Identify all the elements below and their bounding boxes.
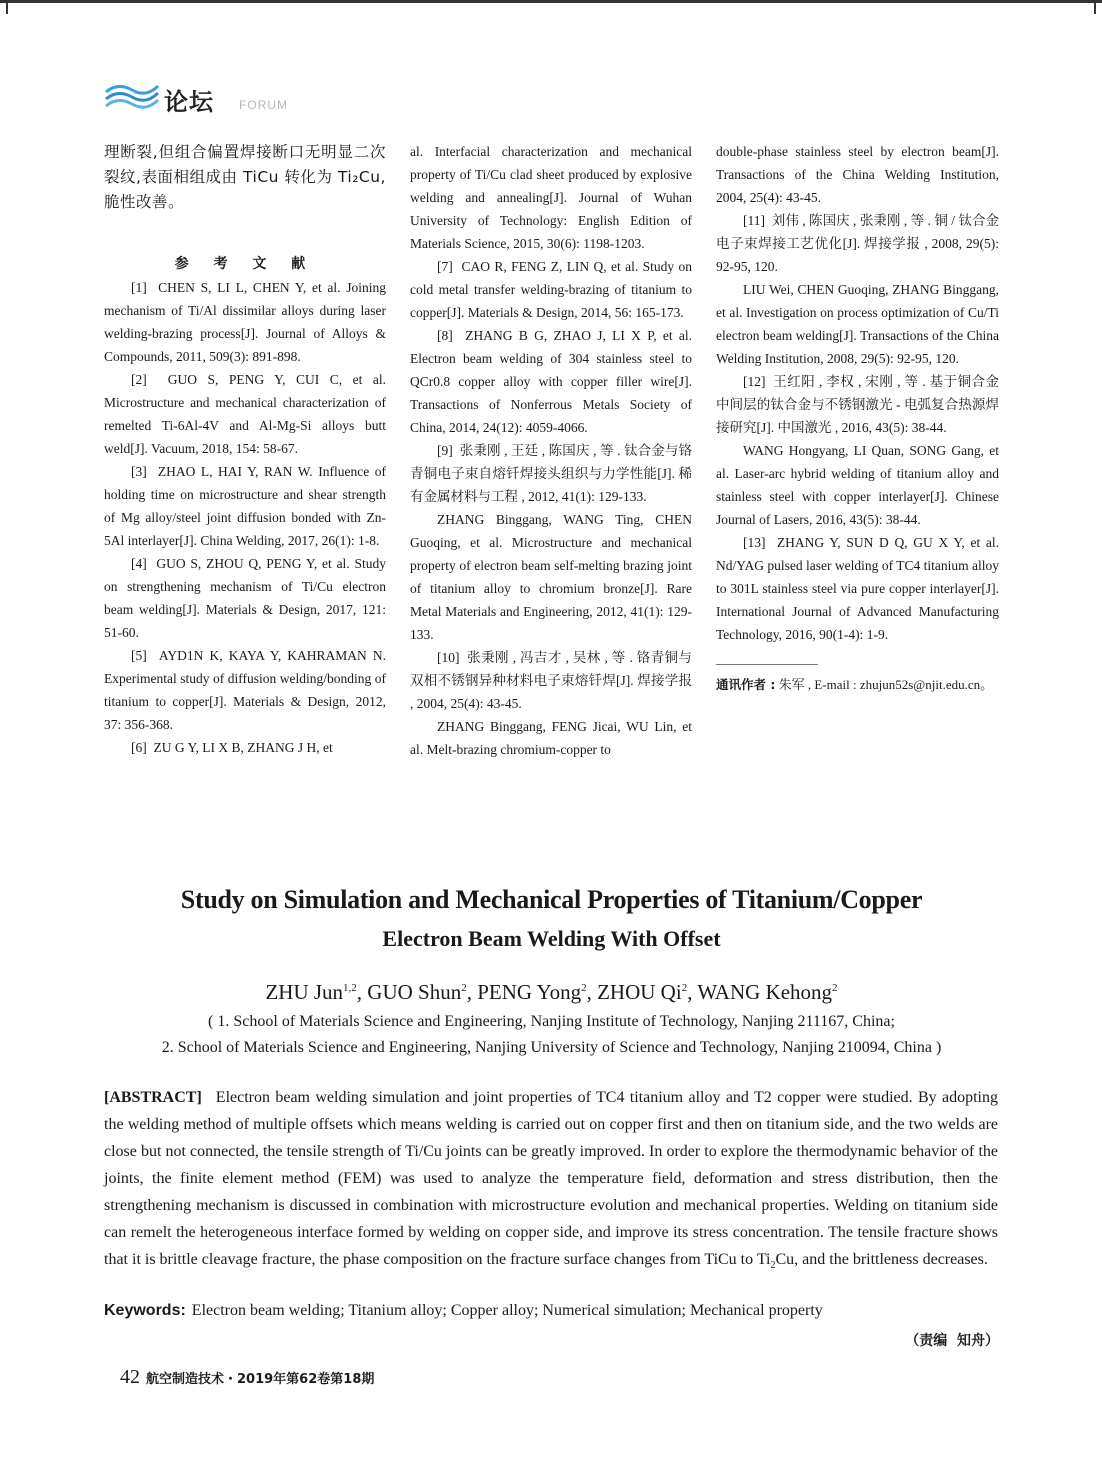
reference-item: [5] AYD1N K, KAYA Y, KAHRAMAN N. Experimental study of diffusion welding/bonding of titanium to copper[J]. Materials & Design, 2012, 37: 356-368. (104, 648, 386, 732)
reference-item: [12] 王红阳 , 李权 , 宋刚 , 等 . 基于铜合金中间层的钛合金与不锈钢激光 - 电弧复合热源焊接研究[J]. 中国激光 , 2016, 43(5): 38-44. (716, 374, 999, 435)
abstract-text-end: Cu, and the brittleness decreases. (775, 1251, 988, 1268)
abstract-label: [ABSTRACT] (104, 1089, 202, 1106)
keywords-text: Electron beam welding; Titanium alloy; Copper alloy; Numerical simulation; Mechanical property (191, 1302, 823, 1319)
reference-item: [13] ZHANG Y, SUN D Q, GU X Y, et al. Nd/YAG pulsed laser welding of TC4 titanium alloy to 301L stainless steel via pure copper interlayer[J]. International Journal of Advanced Manufacturing Technology, 2016, 90(1-4): 1-9. (716, 535, 999, 642)
author-affiliation-mark: 2 (581, 982, 587, 994)
reference-item: [4] GUO S, ZHOU Q, PENG Y, et al. Study on strengthening mechanism of Ti/Cu electron beam welding[J]. Materials & Design, 2017, 121: 51-60. (104, 556, 386, 640)
abstract-subscript: 2 (770, 1260, 776, 1272)
author-name: GUO Shun (367, 980, 462, 1004)
reference-item: ZHANG Binggang, FENG Jicai, WU Lin, et al. Melt-brazing chromium-copper to (410, 719, 692, 757)
affiliation-1: ( 1. School of Materials Science and Engineering, Nanjing Institute of Technology, Nanjing 211167, China; (208, 1013, 895, 1030)
reference-item: [7] CAO R, FENG Z, LIN Q, et al. Study on cold metal transfer welding-brazing of titanium to copper[J]. Materials & Design, 2014, 56: 165-173. (410, 259, 692, 320)
reference-item: LIU Wei, CHEN Guoqing, ZHANG Binggang, et al. Investigation on process optimization of Cu/Ti electron beam welding[J]. Transactions of the China Welding Institution, 2008, 29(5): 92-95, 120. (716, 282, 999, 366)
author-separator: , (356, 980, 368, 1004)
keywords (104, 1302, 998, 1320)
wave-logo-icon (104, 80, 160, 112)
top-border (0, 0, 1102, 3)
english-title-line2: Electron Beam Welding With Offset (382, 926, 721, 951)
author-affiliation-mark: 2 (461, 982, 467, 994)
page-footer (120, 1366, 374, 1389)
reference-item: WANG Hongyang, LI Quan, SONG Gang, et al. Laser-arc hybrid welding of titanium alloy and stainless steel with copper interlayer[J]. Chinese Journal of Lasers, 2016, 43(5): 38-44. (716, 443, 999, 527)
reference-item: ZHANG Binggang, WANG Ting, CHEN Guoqing, et al. Microstructure and mechanical property of electron beam self-melting brazing joint of titanium alloy to chromium bronze[J]. Rare Metal Materials and Engineering, 2012, 41(1): 129-133. (410, 512, 692, 642)
affiliation-2: 2. School of Materials Science and Engineering, Nanjing University of Science and Technology, Nanjing 210094, China ) (161, 1039, 942, 1056)
reference-item: [6] ZU G Y, LI X B, ZHANG J H, et (131, 740, 333, 755)
author-name: WANG Kehong (697, 980, 833, 1004)
page-number: 42 (120, 1366, 140, 1388)
reference-item: [9] 张秉刚 , 王廷 , 陈国庆 , 等 . 钛合金与铬青铜电子束自熔钎焊接头组织与力学性能[J]. 稀有金属材料与工程 , 2012, 41(1): 129-133. (410, 443, 692, 504)
author-affiliation-mark: 2 (832, 982, 838, 994)
author-name: PENG Yong (477, 980, 582, 1004)
column-2 (410, 140, 692, 761)
column-1 (104, 140, 386, 759)
reference-item: [8] ZHANG B G, ZHAO J, LI X P, et al. Electron beam welding of 304 stainless steel to QCr0.8 copper alloy with copper filler wire[J]. Transactions of Nonferrous Metals Society of China, 2014, 24(12): 4059-4066. (410, 328, 692, 435)
column-3 (716, 140, 999, 696)
english-title-line1: Study on Simulation and Mechanical Properties of Titanium/Copper (180, 885, 923, 914)
crop-mark-left (6, 0, 8, 14)
author-list (104, 980, 999, 1005)
journal-name: 航空制造技术・2019年第62卷第18期 (146, 1372, 375, 1387)
section-title-cn: 论坛 (164, 88, 214, 116)
section-header (104, 76, 304, 118)
reference-item: al. Interfacial characterization and mechanical property of Ti/Cu clad sheet produced by explosive welding and annealing[J]. Journal of Wuhan University of Technology: English Edition of Materials Science, 2015, 30(6): 1198-1203. (410, 144, 692, 251)
corresponding-author (716, 673, 999, 696)
reference-item: [10] 张秉刚 , 冯吉才 , 吴林 , 等 . 铬青铜与双相不锈钢异种材料电子束熔钎焊[J]. 焊接学报 , 2004, 25(4): 43-45. (410, 650, 692, 711)
corresponding-contact: 朱军 , E-mail : zhujun52s@njit.edu.cn。 (775, 677, 994, 692)
reference-item: [1] CHEN S, LI L, CHEN Y, et al. Joining mechanism of Ti/Al dissimilar alloys during laser welding-brazing process[J]. Journal of Alloys & Compounds, 2011, 509(3): 891-898. (104, 280, 386, 364)
reference-item: [11] 刘伟 , 陈国庆 , 张秉刚 , 等 . 铜 / 钛合金电子束焊接工艺优化[J]. 焊接学报 , 2008, 29(5): 92-95, 120. (716, 213, 999, 274)
author-separator: , (687, 980, 698, 1004)
author-separator: , (586, 980, 598, 1004)
editor-note: （责编 知舟） (905, 1333, 999, 1349)
references-heading: 参 考 文 献 (174, 256, 316, 272)
abstract-text: Electron beam welding simulation and joint properties of TC4 titanium alloy and T2 copper were studied. By adopting the welding method of multiple offsets which means welding is carried out on copper first and then on titanium side, and the two welds are close but not connected, the tensile strength of Ti/Cu joints can be greatly improved. In order to explore the thermodynamic behavior of the joints, the finite element method (FEM) was used to analyze the temperature field, deformation and stress distribution, then the strengthening mechanism is discussed in combination with microstructure evolution and mechanical properties. Welding on titanium side can remelt the heterogeneous interface formed by welding on copper side, and improve its stress concentration. The tensile fracture shows that it is brittle cleavage fracture, the phase composition on the fracture surface changes from TiCu to Ti (104, 1089, 998, 1268)
reference-item: [3] ZHAO L, HAI Y, RAN W. Influence of holding time on microstructure and shear strength of Mg alloy/steel joint diffusion bonded with Zn-5Al interlayer[J]. China Welding, 2017, 26(1): 1-8. (104, 464, 386, 548)
reference-item: double-phase stainless steel by electron beam[J]. Transactions of the China Welding Institution, 2004, 25(4): 43-45. (716, 144, 999, 205)
author-name: ZHU Jun (265, 980, 344, 1004)
author-affiliation-mark: 1,2 (343, 982, 357, 994)
crop-mark-right (1094, 0, 1096, 14)
author-name: ZHOU Qi (597, 980, 682, 1004)
author-separator: , (466, 980, 478, 1004)
keywords-label: Keywords: (104, 1302, 186, 1319)
conclusion-text: 理断裂,但组合偏置焊接断口无明显二次裂纹,表面相组成由 TiCu 转化为 Ti₂Cu,脆性改善。 (104, 143, 386, 211)
author-affiliation-mark: 2 (681, 982, 688, 994)
corresponding-label: 通讯作者 : (716, 677, 776, 692)
reference-item: [2] GUO S, PENG Y, CUI C, et al. Microstructure and mechanical characterization of remelted Ti-6Al-4V and Al-Mg-Si alloys butt weld[J]. Vacuum, 2018, 154: 58-67. (104, 372, 386, 456)
footnote-separator (716, 664, 818, 665)
abstract (104, 1084, 998, 1279)
section-title-en: FORUM (239, 98, 288, 112)
